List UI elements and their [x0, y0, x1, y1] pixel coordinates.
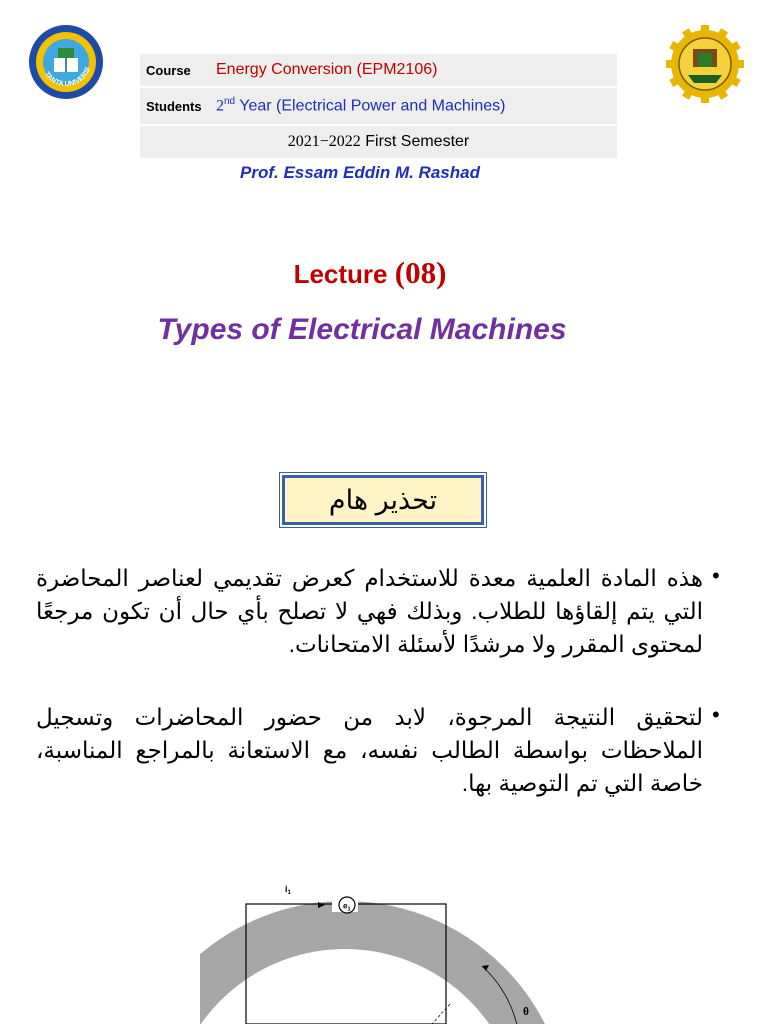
- current-letter: i: [285, 884, 288, 894]
- students-label: Students: [140, 87, 212, 125]
- semester-years: 2021−2022: [287, 133, 361, 150]
- bullet-1: •: [712, 563, 720, 588]
- students-value-text: Year (Electrical Power and Machines): [239, 97, 506, 115]
- semester-text: First Semester: [365, 133, 470, 150]
- university-logo: [28, 24, 104, 100]
- warning-paragraph-2: لتحقيق النتيجة المرجوة، لابد من حضور المحاضرات وتسجيل الملاحظات بواسطة الطالب نفسه، مع الاستعانة بالمراجع المناسبة، خاصة التي تم التوصية بها.: [36, 704, 703, 796]
- stator-ring: [200, 925, 545, 1024]
- faculty-logo-graphic: [666, 25, 744, 103]
- students-ordinal: 2: [216, 97, 224, 115]
- angle-label: θ: [523, 1006, 529, 1018]
- lecture-title: [0, 255, 740, 291]
- students-ordinal-suffix: nd: [224, 96, 236, 108]
- source-subscript: 1: [347, 906, 351, 913]
- lecture-label: Lecture: [293, 259, 388, 289]
- course-label: Course: [140, 54, 212, 87]
- reference-line: [432, 1004, 450, 1024]
- machine-diagram: [200, 870, 580, 1024]
- course-value-text: Energy Conversion (EPM2106): [216, 61, 438, 78]
- source-letter: e: [343, 901, 348, 911]
- university-logo-graphic: [28, 24, 104, 100]
- lecture-subtitle: Types of Electrical Machines: [157, 313, 567, 346]
- university-logo-text: TANTA UNIVERSI: [42, 66, 92, 89]
- warning-paragraph-1: هذه المادة العلمية معدة للاستخدام كعرض تقديمي لعناصر المحاضرة التي يتم إلقاؤها للطلاب. وبذلك فهي لا تصلح بأي حال أن تكون مرجعًا لمحتوى المقرر ولا مرشدًا لأسئلة الامتحانات.: [36, 565, 703, 657]
- course-info-table: [140, 54, 617, 160]
- faculty-logo: [666, 25, 742, 101]
- current-subscript: 1: [287, 890, 291, 896]
- professor-name: Prof. Essam Eddin M. Rashad: [240, 163, 480, 182]
- semester: [140, 125, 617, 159]
- course-value: [212, 54, 617, 87]
- current-label: [285, 884, 292, 896]
- lecture-number: (08): [394, 255, 447, 290]
- warning-heading: تحذير هام: [282, 475, 484, 525]
- students-value: [212, 87, 617, 125]
- bullet-2: •: [712, 702, 720, 727]
